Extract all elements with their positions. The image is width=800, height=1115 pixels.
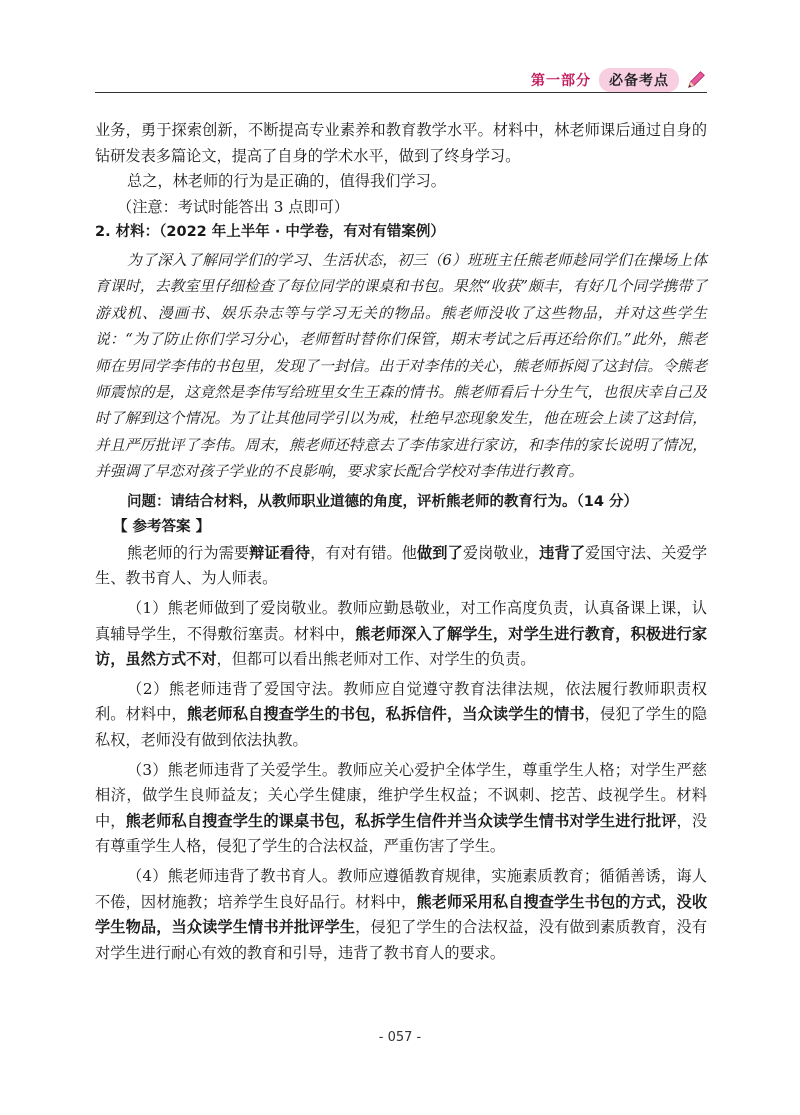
page-content xyxy=(95,118,707,966)
paragraph-2: 总之，林老师的行为是正确的，值得我们学习。 xyxy=(127,172,446,191)
answer-point-3: （3）熊老师违背了关爱学生。教师应关心爱护全体学生，尊重学生人格；对学生严慈相济，做学生良师益友；关心学生健康，维护学生权益；不讽刺、挖苦、歧视学生。材料中，熊老师私自搜查学生的课桌书包，私拆学生信件并当众读学生情书对学生进行批评，没有尊重学生人格，侵犯了学生的合法权益，严重伤害了学生。 xyxy=(95,760,708,856)
answer-point-2: （2）熊老师违背了爱国守法。教师应自觉遵守教育法律法规，依法履行教师职责权利。材料中，熊老师私自搜查学生的书包，私拆信件，当众读学生的情书，侵犯了学生的隐私权，老师没有做到依法执教。 xyxy=(95,679,708,749)
answer-heading: 【 参考答案 】 xyxy=(113,519,211,536)
section-label xyxy=(531,68,707,92)
answer-intro: 熊老师的行为需要辩证看待，有对有错。他做到了爱岗敬业，违背了爱国守法、关爱学生、教书育人、为人师表。 xyxy=(95,543,708,588)
material-text: 为了深入了解同学们的学习、生活状态，初三（6）班班主任熊老师趁同学们在操场上体育课时，去教室里仔细检查了每位同学的课桌和书包。果然“收获”颇丰，有好几个同学携带了游戏机、漫画书、娱乐杂志等与学习无关的物品。熊老师没收了这些物品，并对这些学生说：“为了防止你们学习分心，老师暂时替你们保管，期末考试之后再还给你们。”此外，熊老师在男同学李伟的书包里，发现了一封信。出于对李伟的关心，熊老师拆阅了这封信。令熊老师震惊的是，这竟然是李伟写给班里女生王森的情书。熊老师看后十分生气，也很庆幸自己及时了解到这个情况。为了让其他同学引以为戒，杜绝早恋现象发生，他在班会上读了这封信，并且严厉批评了李伟。周末，熊老师还特意去了李伟家进行家访，和李伟的家长说明了情况，并强调了早恋对孩子学业的不良影响，要求家长配合学校对李伟进行教育。 xyxy=(95,251,707,481)
part-label: 第一部分 xyxy=(531,73,591,89)
answer-point-1: （1）熊老师做到了爱岗敬业。教师应勤恳敬业，对工作高度负责，认真备课上课，认真辅导学生，不得敷衍塞责。材料中，熊老师深入了解学生，对学生进行教育，积极进行家访，虽然方式不对，但都可以看出熊老师对工作、对学生的负责。 xyxy=(95,599,708,669)
answer-point-4: （4）熊老师违背了教书育人。教师应遵循教育规律，实施素质教育；循循善诱，诲人不倦，因材施教；培养学生良好品行。材料中，熊老师采用私自搜查学生书包的方式，没收学生物品，当众读学生情书并批评学生，侵犯了学生的合法权益，没有做到素质教育，没有对学生进行耐心有效的教育和引导，违背了教书育人的要求。 xyxy=(95,866,708,962)
page-header xyxy=(95,62,707,93)
page-number: - 057 - xyxy=(378,1030,422,1045)
note: （注意：考试时能答出 3 点即可） xyxy=(117,197,349,216)
section-tag: 必备考点 xyxy=(599,68,679,92)
pencil-icon xyxy=(685,69,707,91)
paragraph-1: 业务，勇于探索创新，不断提高专业素养和教育教学水平。材料中，林老师课后通过自身的钻研发表多篇论文，提高了自身的学术水平，做到了终身学习。 xyxy=(95,121,707,165)
question-heading: 2. 材料：（2022 年上半年 · 中学卷，有对有错案例） xyxy=(95,224,445,241)
question-text: 问题：请结合材料，从教师职业道德的角度，评析熊老师的教育行为。（14 分） xyxy=(127,493,638,510)
